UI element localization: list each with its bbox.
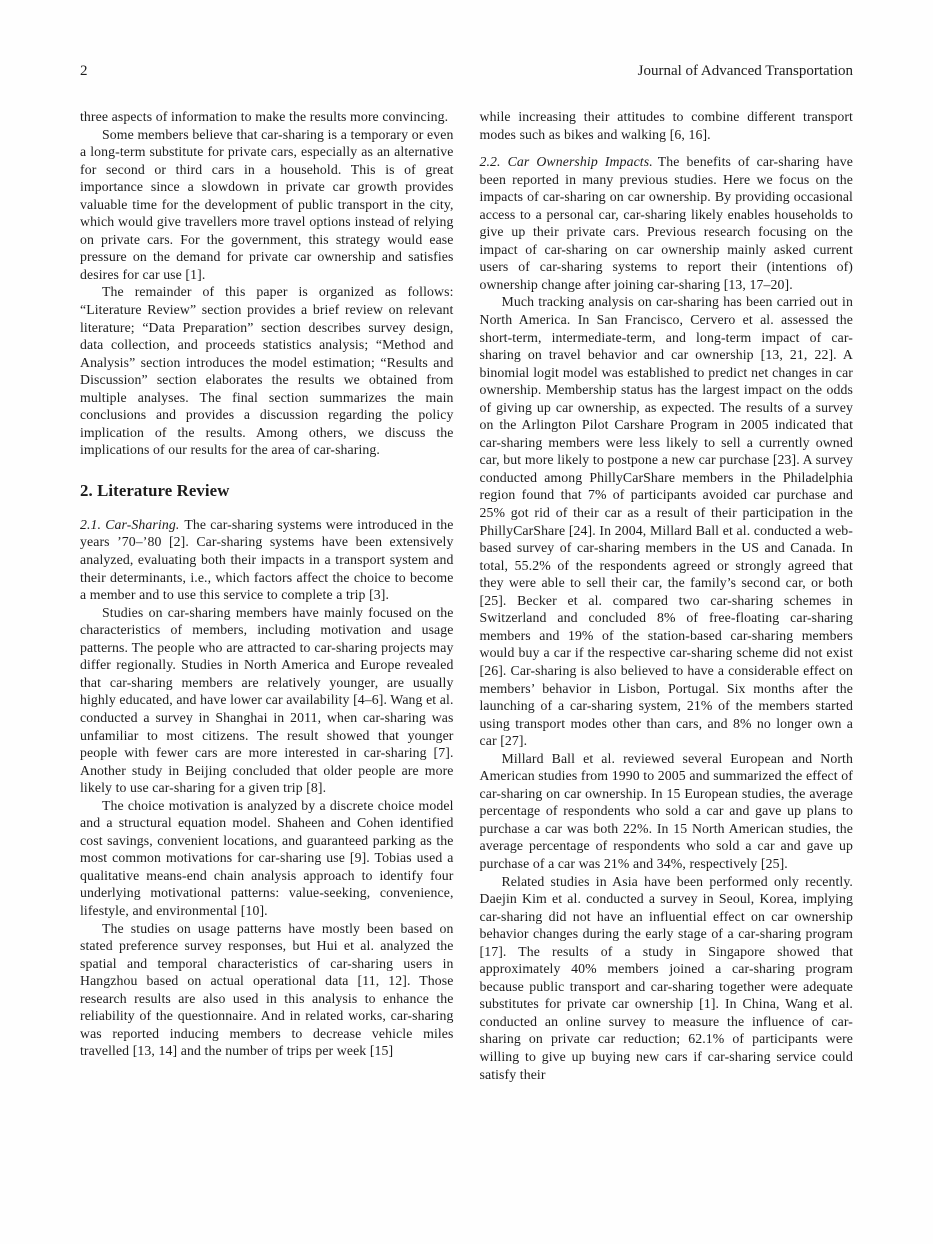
paragraph: The studies on usage patterns have mostly been based on stated preference survey responses, but Hui et al. analyzed the spatial and temporal characteristics of car-sharing users in Hangzhou based on actual operational data [11, 12]. Those research results are also used in this analysis to enhance the reliability of the questionnaire. And in related works, car-sharing was reported inducing members to decrease vehicle miles travelled [13, 14] and the number of trips per week [15]	[80, 920, 454, 1059]
two-column-body	[80, 108, 853, 1083]
paragraph: Some members believe that car-sharing is a temporary or even a long-term substitute for private cars, especially as an alternative for second or third cars in a household. This is of great importance since a slowdown in private car growth provides valuable time for the development of public transport in the city, which would give travellers more travel options instead of relying on private cars. For the government, this strategy would ease pressure on the demand for private car ownership and satisfies desires for car use [1].	[80, 126, 454, 282]
paragraph-continuation: three aspects of information to make the results more convincing.	[80, 109, 449, 124]
paragraph-continuation: while increasing their attitudes to combine different transport modes such as bikes and walking [6, 16].	[479, 109, 853, 142]
section-heading-literature-review: 2. Literature Review	[80, 480, 230, 500]
subsection-text: The benefits of car-sharing have been reported in many previous studies. Here we focus on the impacts of car-sharing on car ownership. By providing occasional access to a personal car, car-sharing likely enables households to give up their private cars. Previous research focusing on the impact of car-sharing on car ownership mainly asked current users of car-sharing systems to report their (intentions of) ownership change after joining car-sharing [13, 17–20].	[479, 154, 854, 292]
paragraph: Studies on car-sharing members have mainly focused on the characteristics of members, including motivation and usage patterns. The people who are attracted to car-sharing projects may differ regionally. Studies in North America and Europe revealed that car-sharing members are relatively younger, are usually highly educated, and have lower car availability [4–6]. Wang et al. conducted a survey in Shanghai in 2011, when car-sharing was unfamiliar to most citizens. The result showed that younger people with fewer cars are more interested in car-sharing [7]. Another study in Beijing concluded that older people are more likely to use car-sharing for a given trip [8].	[80, 604, 454, 796]
left-column	[80, 108, 454, 1083]
subsection-2-2	[480, 153, 854, 293]
right-column	[480, 108, 854, 1083]
paragraph: Millard Ball et al. reviewed several European and North American studies from 1990 to 2005 and summarized the effect of car-sharing on car ownership. In 15 European studies, the average percentage of respondents who sold a car and gave up plans to purchase a car was both 22%. In 15 North American studies, the average percentage of respondents who sold a car and gave up purchase of a car was 21% and 34%, respectively [25].	[479, 750, 853, 871]
subsection-label: 2.1. Car-Sharing.	[80, 516, 180, 532]
subsection-2-1	[80, 516, 454, 604]
paragraph: Related studies in Asia have been performed only recently. Daejin Kim et al. conducted a survey in Seoul, Korea, implying car-sharing did not have an influential effect on car ownership behavior changes during the early stage of a car-sharing program [17]. The results of a study in Singapore showed that approximately 40% members joined a car-sharing program because public transport and car-sharing together were adequate substitutes for private car ownership [1]. In China, Wang et al. conducted an online survey to measure the influence of car-sharing on private car reduction; 62.1% of participants were willing to give up buying new cars if car-sharing service could satisfy their	[479, 873, 853, 1082]
journal-title: Journal of Advanced Transportation	[637, 63, 853, 79]
paragraph: The choice motivation is analyzed by a discrete choice model and a structural equation model. Shaheen and Cohen identified cost savings, convenient locations, and guaranteed parking as the most common motivations for car-sharing use [9]. Tobias used a qualitative means-end chain analysis approach to identify four underlying motivational patterns: value-seeking, convenience, lifestyle, and environmental [10].	[80, 797, 454, 918]
subsection-text: The car-sharing systems were introduced in the years ’70–’80 [2]. Car-sharing systems have been extensively analyzed, evaluating both their impacts in a transport system and their determinants, i.e., which factors affect the choice to become a member and to use this service to complete a trip [3].	[80, 516, 454, 603]
page-header	[80, 62, 853, 81]
page-number: 2	[80, 63, 88, 79]
paragraph: Much tracking analysis on car-sharing has been carried out in North America. In San Francisco, Cervero et al. assessed the short-term, intermediate-term, and long-term impact of car-sharing on travel behavior and car ownership [13, 21, 22]. A binomial logit model was established to predict net changes in car ownership. Membership status has the largest impact on the odds of giving up car ownership, as expected. The results of a survey on the Arlington Pilot Carshare Program in 2005 indicated that car-sharing members were less likely to sell a currently owned car, but more likely to postpone a new car purchase [23]. A survey conducted among PhillyCarShare members in the Philadelphia region found that 7% of participants avoided car purchase and 25% got rid of their car as a result of their participation in the PhillyCarShare [24]. In 2004, Millard Ball et al. conducted a web-based survey of car-sharing members in the US and Canada. In total, 55.2% of the respondents agreed or strongly agreed that they were able to sell their car, the family’s second car, or both [25]. Becker et al. compared two car-sharing schemes in Switzerland and concluded 8% of free-floating car-sharing members and 19% of the station-based car-sharing members would buy a car if the respective car-sharing scheme did not exist [26]. Car-sharing is also believed to have a considerable effect on members’ behavior in Lisbon, Portugal. Six months after the launching of a car-sharing system, 21% of the members started using transport modes other than cars, and 8% no longer own a car [27].	[479, 294, 853, 749]
paragraph: The remainder of this paper is organized as follows: “Literature Review” section provides a brief review on relevant literature; “Data Preparation” section describes survey design, data collection, and proceeds statistics analysis; “Method and Analysis” section introduces the model estimation; “Results and Discussion” section elaborates the results we obtained from multiple analyses. The final section summarizes the main conclusions and provides a discussion regarding the policy implication of the results. Among others, we discuss the implications of our results for the area of car-sharing.	[80, 284, 454, 458]
subsection-label: 2.2. Car Ownership Impacts.	[479, 154, 653, 170]
